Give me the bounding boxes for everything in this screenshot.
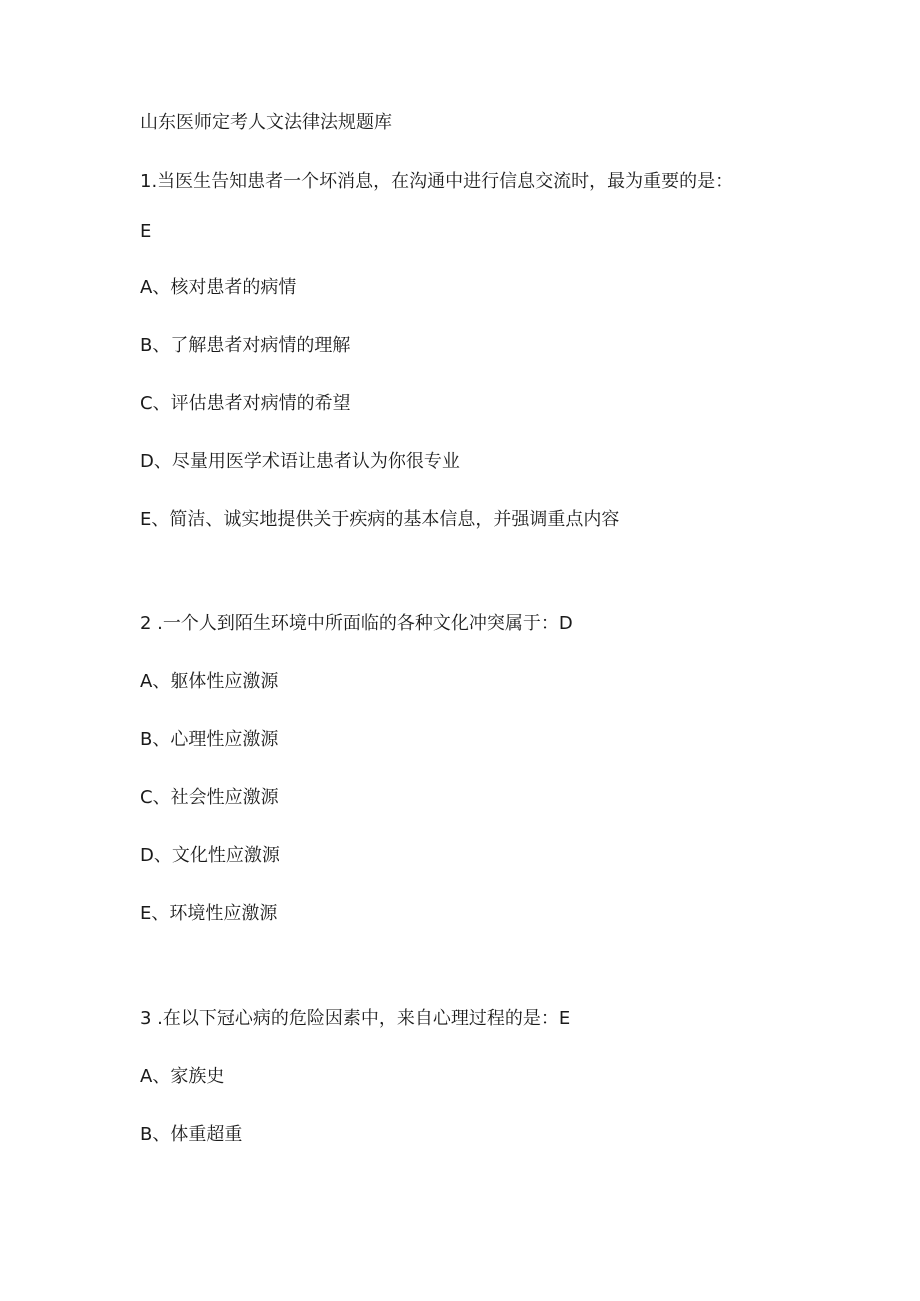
question-1-answer: E — [140, 221, 152, 242]
question-1-option-b: B、了解患者对病情的理解 — [140, 335, 351, 356]
question-3-option-a: A、家族史 — [140, 1066, 225, 1087]
question-3-option-b: B、体重超重 — [140, 1124, 243, 1145]
question-2-option-d: D、文化性应激源 — [140, 845, 280, 866]
question-2-option-e: E、环境性应激源 — [140, 903, 278, 924]
question-1-option-e: E、简洁、诚实地提供关于疾病的基本信息，并强调重点内容 — [140, 509, 620, 530]
question-1-option-d: D、尽量用医学术语让患者认为你很专业 — [140, 451, 460, 472]
question-2-stem: 2 .一个人到陌生环境中所面临的各种文化冲突属于：D — [140, 613, 573, 634]
question-2-option-c: C、社会性应激源 — [140, 787, 279, 808]
question-1-option-a: A、核对患者的病情 — [140, 277, 297, 298]
question-2-option-a: A、躯体性应激源 — [140, 671, 279, 692]
question-1-stem: 1.当医生告知患者一个坏消息，在沟通中进行信息交流时，最为重要的是： — [140, 171, 734, 192]
question-1-option-c: C、评估患者对病情的希望 — [140, 393, 351, 414]
question-3-stem: 3 .在以下冠心病的危险因素中，来自心理过程的是：E — [140, 1008, 571, 1029]
document-title: 山东医师定考人文法律法规题库 — [140, 112, 392, 133]
question-2-option-b: B、心理性应激源 — [140, 729, 279, 750]
